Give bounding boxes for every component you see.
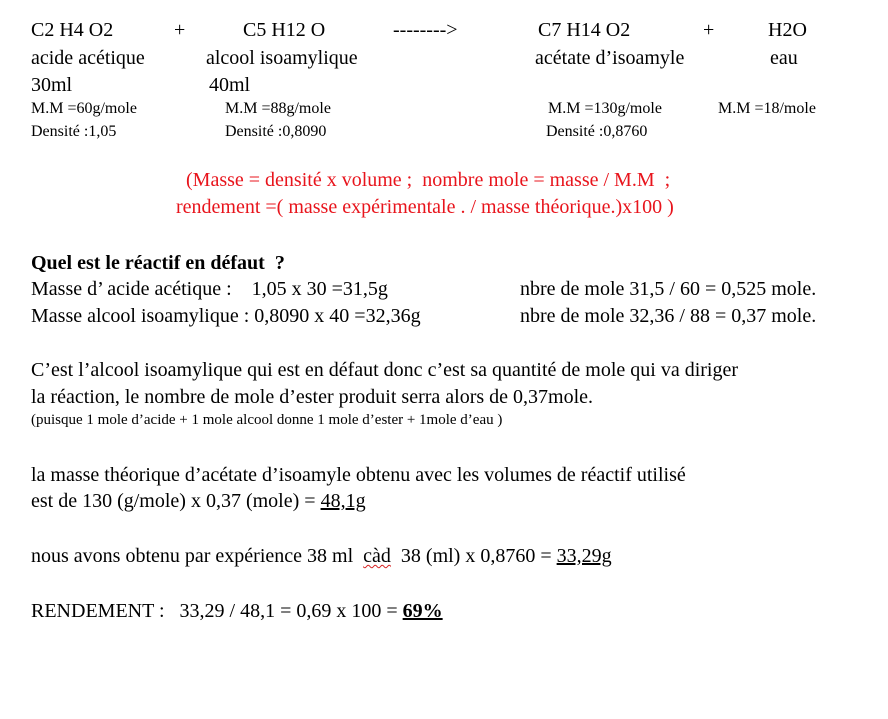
moles-isoamyl-alcohol: nbre de mole 32,36 / 88 = 0,37 mole. — [520, 305, 817, 327]
formula-acetic-acid: C2 H4 O2 — [31, 19, 114, 41]
yield-calculation: RENDEMENT : 33,29 / 48,1 = 0,69 x 100 = — [31, 600, 403, 622]
theoretical-mass-value: 48,1g — [320, 490, 366, 512]
experimental-mass-calculation: 38 (ml) x 0,8760 = — [390, 545, 557, 567]
conclusion-line-1: C’est l’alcool isoamylique qui est en défaut donc c’est sa quantité de mole qui va diriger — [31, 359, 739, 381]
density-isoamyl-acetate: Densité :0,8760 — [546, 123, 648, 140]
limiting-reagent-heading: Quel est le réactif en défaut ? — [31, 252, 285, 274]
formula-note-line-1: (Masse = densité x volume ; nombre mole = masse / M.M ; — [186, 169, 671, 191]
formula-isoamyl-acetate: C7 H14 O2 — [538, 19, 631, 41]
molar-mass-isoamyl-alcohol: M.M =88g/mole — [225, 100, 331, 117]
plus-sign: + — [703, 19, 715, 41]
stoichiometry-note: (puisque 1 mole d’acide + 1 mole alcool donne 1 mole d’ester + 1mole d’eau ) — [31, 412, 503, 428]
yield-value: 69% — [402, 600, 443, 622]
formula-water: H2O — [768, 19, 807, 41]
experimental-mass-line — [31, 546, 612, 566]
theoretical-mass-text: est de 130 (g/mole) x 0,37 (mole) = — [31, 490, 321, 512]
conclusion-line-2: la réaction, le nombre de mole d’ester produit serra alors de 0,37mole. — [31, 386, 594, 408]
name-water: eau — [770, 47, 798, 69]
molar-mass-acetic-acid: M.M =60g/mole — [31, 100, 137, 117]
reaction-arrow: --------> — [393, 19, 458, 41]
experimental-mass-text: nous avons obtenu par expérience 38 ml — [31, 545, 364, 567]
mass-isoamyl-alcohol: Masse alcool isoamylique : 0,8090 x 40 =32,36g — [31, 305, 421, 327]
volume-acetic-acid: 30ml — [31, 74, 73, 96]
mass-acetic-acid: Masse d’ acide acétique : 1,05 x 30 =31,5g — [31, 278, 388, 300]
formula-note-line-2: rendement =( masse expérimentale . / masse théorique.)x100 ) — [176, 196, 674, 218]
formula-isoamyl-alcohol: C5 H12 O — [243, 19, 326, 41]
yield-line — [31, 601, 443, 621]
volume-isoamyl-alcohol: 40ml — [209, 74, 251, 96]
plus-sign: + — [174, 19, 186, 41]
name-acetic-acid: acide acétique — [31, 47, 145, 69]
abbreviation-cad: càd — [363, 545, 391, 567]
density-isoamyl-alcohol: Densité :0,8090 — [225, 123, 327, 140]
moles-acetic-acid: nbre de mole 31,5 / 60 = 0,525 mole. — [520, 278, 817, 300]
molar-mass-water: M.M =18/mole — [718, 100, 816, 117]
theoretical-mass-line-2 — [31, 491, 366, 511]
density-acetic-acid: Densité :1,05 — [31, 123, 117, 140]
name-isoamyl-alcohol: alcool isoamylique — [206, 47, 358, 69]
experimental-mass-value: 33,29g — [556, 545, 612, 567]
theoretical-mass-line-1: la masse théorique d’acétate d’isoamyle obtenu avec les volumes de réactif utilisé — [31, 464, 686, 486]
name-isoamyl-acetate: acétate d’isoamyle — [535, 47, 685, 69]
molar-mass-isoamyl-acetate: M.M =130g/mole — [548, 100, 662, 117]
